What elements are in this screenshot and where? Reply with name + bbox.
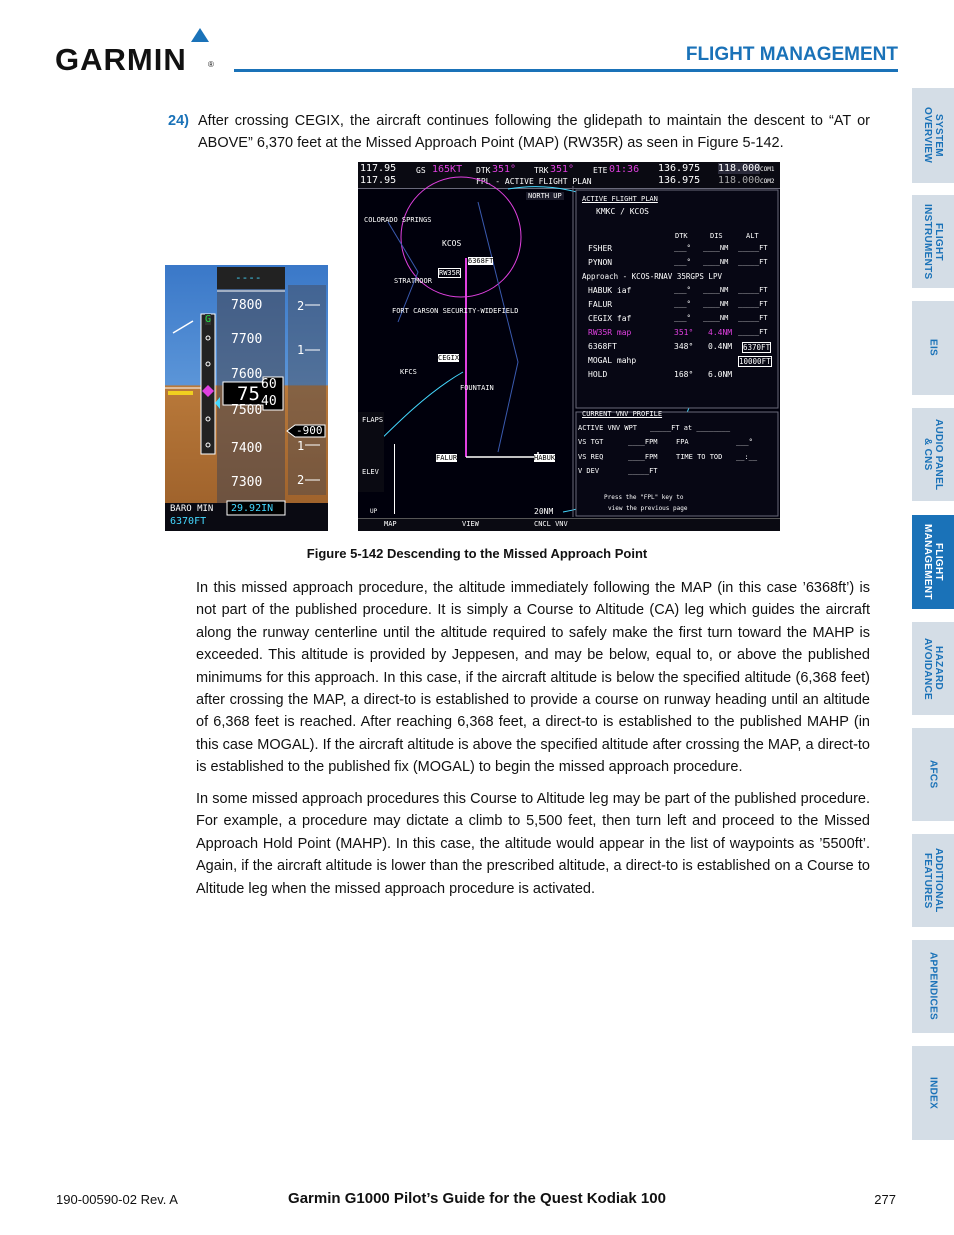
paragraph-2: In some missed approach procedures this Course to Altitude leg may be part of the published procedure. For example, a procedure may dictate a climb to 5,500 feet, then turn left and proceed to the Missed Approach Hold Point (MAHP). In this case, the altitude would appear in the list of waypoints as ’5500ft’. Again, if the aircraft altitude is lower than the prescribed altitude, a direct-to is established on a Course to Altitude leg when the missed approach procedure is activated. xyxy=(196,791,870,897)
com-active-2: 118.000 xyxy=(718,175,761,186)
col-alt: ALT xyxy=(746,232,759,240)
fpl-row-alt: _____FT xyxy=(738,300,768,308)
tab-index[interactable] xyxy=(912,1046,954,1140)
section-title: FLIGHT MANAGEMENT xyxy=(685,44,898,65)
time-tod-value: __:__ xyxy=(736,453,758,461)
hint-line-2: view the previous page xyxy=(608,505,688,512)
com1-label: COM1 xyxy=(760,166,775,173)
tab-label: FLIGHT INSTRUMENTS xyxy=(922,203,944,280)
vsi-mark-2-up: 2 xyxy=(297,299,305,313)
vs-req-value: ____FPM xyxy=(628,453,658,461)
alt-tape-7500: 7500 xyxy=(231,403,263,418)
fpl-row-dis: ____NM xyxy=(703,286,729,294)
fpl-row-wpt[interactable]: 6368FT xyxy=(588,342,617,351)
footer-page-number: 277 xyxy=(874,1192,896,1207)
dtk-label: DTK xyxy=(476,166,491,175)
vs-tgt-label: VS TGT xyxy=(578,438,604,446)
vsi-mark-1-up: 1 xyxy=(297,343,305,357)
brand-text: GARMIN xyxy=(55,42,187,77)
tab-afcs[interactable] xyxy=(912,728,954,821)
fpa-label: FPA xyxy=(676,438,689,446)
softkey-cncl-vnv[interactable]: CNCL VNV xyxy=(534,520,568,528)
figure-caption: Figure 5-142 Descending to the Missed Approach Point xyxy=(306,546,648,561)
fpl-row-wpt[interactable]: FSHER xyxy=(588,244,613,253)
selected-altitude: ---- xyxy=(235,271,262,284)
paragraph-1: In this missed approach procedure, the altitude immediately following the MAP (in this case ’6368ft’) is not part of the published procedure. It is simply a Course to Altitude (CA) leg which guides the aircraft along the runway centerline until the altitude required to safely make the first turn toward the MAHP is exceeded. This altitude is provided by Jeppesen, and may be below, equal to, or above the published minimums for this approach. In this case, if the aircraft altitude is below the specified altitude (6,368 feet) after crossing the MAP, a direct-to is established to provide a course on runway heading until an altitude of 6,368 feet is reached. After reaching 6,368 feet, a direct-to is established to the published MAHP (in this case MOGAL). If the aircraft altitude is above the specified altitude after crossing the MAP, a direct-to is established to the published fix (MOGAL) to begin the missed approach procedure. xyxy=(196,580,870,776)
step-number: 24) xyxy=(168,113,189,129)
baro-min-value: 6370FT xyxy=(170,516,207,527)
tab-label: FLIGHT MANAGEMENT xyxy=(922,524,944,600)
map-label-cegix: CEGIX xyxy=(438,354,460,362)
fpl-row-dis: 4.4NM xyxy=(708,328,733,337)
fpl-row-wpt[interactable]: FALUR xyxy=(588,300,613,309)
fpl-row-dtk: 348° xyxy=(674,342,694,351)
fpl-row-dis: 6.0NM xyxy=(708,370,733,379)
map-label-fountain: FOUNTAIN xyxy=(460,384,494,392)
ete-label: ETE xyxy=(593,166,608,175)
map-label-6368ft: 6368FT xyxy=(468,257,494,265)
tab-hazard-avoidance[interactable] xyxy=(912,622,954,715)
fpl-row-dtk: ___° xyxy=(674,258,691,266)
tab-flight-management[interactable] xyxy=(912,515,954,609)
elev-label: ELEV xyxy=(362,468,379,476)
tab-label: HAZARD AVOIDANCE xyxy=(922,637,944,700)
fpl-row-alt: _____FT xyxy=(738,314,768,322)
up-label: UP xyxy=(370,508,378,515)
fpl-row-wpt[interactable]: MOGAL mahp xyxy=(588,356,637,365)
current-alt-big: 75 xyxy=(237,383,260,405)
fpl-row-dis: ____NM xyxy=(703,244,729,252)
alt-tape-7600: 7600 xyxy=(231,367,263,382)
fpl-row-alt: 10000FT xyxy=(739,357,771,366)
fpl-row-dtk: ___° xyxy=(674,300,691,308)
gs-label: GS xyxy=(416,166,426,175)
col-dis: DIS xyxy=(710,232,723,240)
tab-label: SYSTEM OVERVIEW xyxy=(922,107,944,164)
fpl-row-wpt[interactable]: PYNON xyxy=(588,258,613,267)
fpl-row-dtk: ___° xyxy=(674,244,691,252)
trk-value: 351° xyxy=(550,164,575,175)
fpl-route: KMKC / KCOS xyxy=(596,207,649,216)
v-dev-label: V DEV xyxy=(578,467,600,475)
col-dtk: DTK xyxy=(675,232,688,240)
tab-eis[interactable] xyxy=(912,301,954,395)
fpl-approach-header: Approach - KCOS-RNAV 35RGPS LPV xyxy=(582,272,722,281)
fpl-row-wpt[interactable]: HABUK iaf xyxy=(588,286,632,295)
fpl-title: ACTIVE FLIGHT PLAN xyxy=(582,195,658,203)
garmin-logo xyxy=(55,28,220,78)
com-standby: 136.975 xyxy=(658,163,701,174)
map-label-kfcs: KFCS xyxy=(400,368,417,376)
map-label-rw35r: RW35R xyxy=(439,269,461,277)
fpl-row-dis: 0.4NM xyxy=(708,342,733,351)
vertical-speed-value: -900 xyxy=(296,424,323,437)
alt-tape-7300: 7300 xyxy=(231,475,263,490)
fpl-row-dis: ____NM xyxy=(703,258,729,266)
fpl-row-dis: ____NM xyxy=(703,300,729,308)
softkey-map[interactable]: MAP xyxy=(384,520,397,528)
flaps-label: FLAPS xyxy=(362,416,384,424)
tab-label: AFCS xyxy=(927,760,939,789)
alt-tape-7400: 7400 xyxy=(231,441,263,456)
registered-mark: ® xyxy=(208,60,214,69)
fpl-row-alt: 6370FT xyxy=(743,343,771,352)
map-label-colorado-springs: COLORADO SPRINGS xyxy=(364,216,432,224)
fpl-row-wpt[interactable]: CEGIX faf xyxy=(588,314,632,323)
tab-audio-panel-cns[interactable] xyxy=(912,408,954,501)
map-label-habuk: HABUK xyxy=(534,454,556,462)
ete-value: 01:36 xyxy=(609,164,640,175)
footer-doc-number: 190-00590-02 Rev. A xyxy=(56,1192,178,1207)
com-standby-2: 136.975 xyxy=(658,175,701,186)
baro-setting: 29.92IN xyxy=(231,503,274,514)
tab-label: APPENDICES xyxy=(927,952,939,1021)
tab-label: INDEX xyxy=(927,1076,939,1110)
fpl-row-wpt-active[interactable]: RW35R map xyxy=(588,328,632,337)
vsi-mark-1-down: 1 xyxy=(297,439,305,453)
baro-min-label: BARO MIN xyxy=(170,504,214,514)
fpl-row-dis: ____NM xyxy=(703,314,729,322)
fpl-row-dtk: 168° xyxy=(674,370,694,379)
vnv-active-label: ACTIVE VNV WPT xyxy=(578,424,638,432)
logo-triangle-icon xyxy=(191,28,209,42)
current-alt-small-bot: 40 xyxy=(261,394,277,409)
tab-flight-instruments[interactable] xyxy=(912,195,954,288)
nav1-active: 117.95 xyxy=(360,163,397,174)
tab-label: AUDIO PANEL & CNS xyxy=(922,418,944,491)
softkey-view[interactable]: VIEW xyxy=(462,520,479,528)
mfd-figure xyxy=(358,162,780,531)
map-label-falur: FALUR xyxy=(436,454,458,462)
current-alt-small-top: 60 xyxy=(261,377,277,392)
step-text: After crossing CEGIX, the aircraft continues following the glidepath to maintain the descent to “AT or ABOVE” 6,370 feet at the Missed Approach Point (MAP) (RW35R) as seen in Figure 5-142. xyxy=(198,113,870,151)
gs-value: 165KT xyxy=(432,164,463,175)
fpl-row-dtk: ___° xyxy=(674,314,691,322)
mfd-softkey-bar xyxy=(358,518,780,531)
trk-label: TRK xyxy=(534,166,549,175)
header-rule xyxy=(234,69,898,72)
fpl-row-dtk: 351° xyxy=(674,328,694,337)
vnv-title: CURRENT VNV PROFILE xyxy=(582,410,663,418)
fpl-row-alt: _____FT xyxy=(738,328,768,336)
tab-label: ADDITIONAL FEATURES xyxy=(922,848,944,913)
nav1-standby: 117.95 xyxy=(360,175,397,186)
fpl-row-alt: _____FT xyxy=(738,286,768,294)
time-tod-label: TIME TO TOD xyxy=(676,453,723,461)
map-label-kcos: KCOS xyxy=(442,239,462,248)
fpl-row-dtk: ___° xyxy=(674,286,691,294)
vs-req-label: VS REQ xyxy=(578,453,604,461)
vsi-mark-2-down: 2 xyxy=(297,473,305,487)
alt-tape-7700: 7700 xyxy=(231,332,263,347)
fpl-row-alt: _____FT xyxy=(738,244,768,252)
tab-appendices[interactable] xyxy=(912,940,954,1033)
fpl-row-alt: _____FT xyxy=(738,258,768,266)
map-label-fort-carson: FORT CARSON SECURITY-WIDEFIELD xyxy=(392,307,519,315)
v-dev-value: _____FT xyxy=(628,467,658,475)
alt-tape-7800: 7800 xyxy=(231,298,263,313)
fpa-value: ___° xyxy=(736,438,753,446)
vnv-active-value: _____FT at ________ xyxy=(650,424,731,432)
tab-label: EIS xyxy=(927,339,939,357)
map-range: 20NM xyxy=(534,507,554,516)
fpl-header: FPL - ACTIVE FLIGHT PLAN xyxy=(476,177,592,186)
com-active: 118.000 xyxy=(718,163,761,174)
vs-tgt-value: ____FPM xyxy=(628,438,658,446)
tab-additional-features[interactable] xyxy=(912,834,954,927)
map-label-stratmoor: STRATMOOR xyxy=(394,277,432,285)
north-up-label: NORTH UP xyxy=(528,192,562,200)
com2-label: COM2 xyxy=(760,178,775,185)
fpl-row-wpt[interactable]: HOLD xyxy=(588,370,608,379)
hint-line-1: Press the "FPL" key to xyxy=(604,494,684,501)
pfd-altimeter-figure xyxy=(165,265,328,531)
tab-system-overview[interactable] xyxy=(912,88,954,183)
dtk-value: 351° xyxy=(492,164,517,175)
footer-title: Garmin G1000 Pilot’s Guide for the Quest Kodiak 100 xyxy=(288,1190,666,1207)
step-24 xyxy=(168,110,870,154)
gs-indicator-letter: G xyxy=(205,314,212,325)
